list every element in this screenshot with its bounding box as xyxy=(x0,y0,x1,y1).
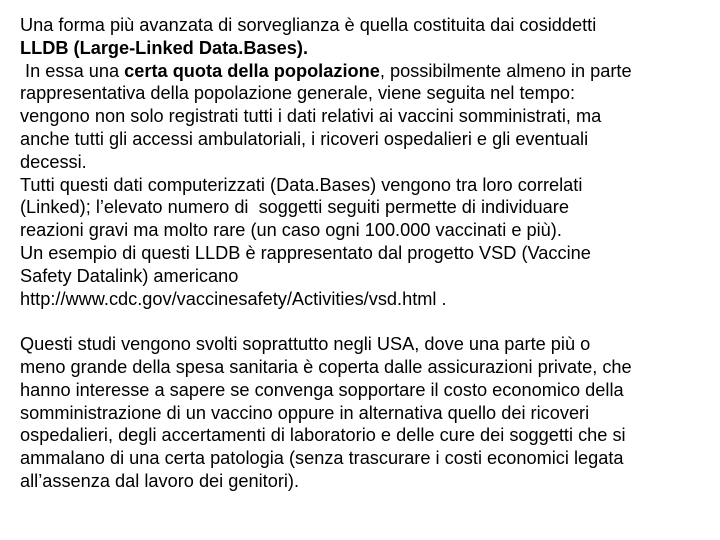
text-line: hanno interesse a sapere se convenga sopportare il costo economico della xyxy=(20,379,624,400)
text-line: meno grande della spesa sanitaria è coperta dalle assicurazioni private, che xyxy=(20,356,632,377)
text-line: all’assenza dal lavoro dei genitori). xyxy=(20,470,300,491)
text-fragment: In essa una xyxy=(20,60,125,81)
bold-term-population: certa quota della popolazione xyxy=(124,60,380,81)
bold-term-lldb: LLDB (Large-Linked Data.Bases). xyxy=(20,37,309,58)
text-line xyxy=(20,37,710,60)
text-line: ospedalieri, degli accertamenti di laboratorio e delle cure dei soggetti che si xyxy=(20,425,626,446)
text-line: rappresentativa della popolazione generale, viene seguita nel tempo: xyxy=(20,83,576,104)
text-line: Safety Datalink) americano xyxy=(20,265,239,286)
text-line: Una forma più avanzata di sorveglianza è quella costituita dai cosiddetti xyxy=(20,15,597,35)
paragraph-spacer xyxy=(20,310,710,333)
text-line: decessi. xyxy=(20,151,87,172)
slide-text-body xyxy=(20,14,710,493)
text-line: Questi studi vengono svolti soprattutto negli USA, dove una parte più o xyxy=(20,334,591,355)
text-line: Tutti questi dati computerizzati (Data.Bases) vengono tra loro correlati xyxy=(20,174,583,195)
text-line: vengono non solo registrati tutti i dati relativi ai vaccini somministrati, ma xyxy=(20,106,602,127)
text-line xyxy=(20,60,710,83)
text-line: anche tutti gli accessi ambulatoriali, i ricoveri ospedalieri e gli eventuali xyxy=(20,128,589,149)
text-line: (Linked); l’elevato numero di soggetti seguiti permette di individuare xyxy=(20,197,569,218)
text-line: ammalano di una certa patologia (senza trascurare i costi economici legata xyxy=(20,448,624,469)
vsd-url-text: http://www.cdc.gov/vaccinesafety/Activities/vsd.html . xyxy=(20,288,447,309)
text-line: somministrazione di un vaccino oppure in alternativa quello dei ricoveri xyxy=(20,402,590,423)
text-line: Un esempio di questi LLDB è rappresentato dal progetto VSD (Vaccine xyxy=(20,242,591,263)
paragraph-lldb xyxy=(20,14,710,310)
text-fragment: , possibilmente almeno in parte xyxy=(379,60,632,81)
text-line: reazioni gravi ma molto rare (un caso ogni 100.000 vaccinati e più). xyxy=(20,220,562,241)
paragraph-usa-studies xyxy=(20,333,710,493)
